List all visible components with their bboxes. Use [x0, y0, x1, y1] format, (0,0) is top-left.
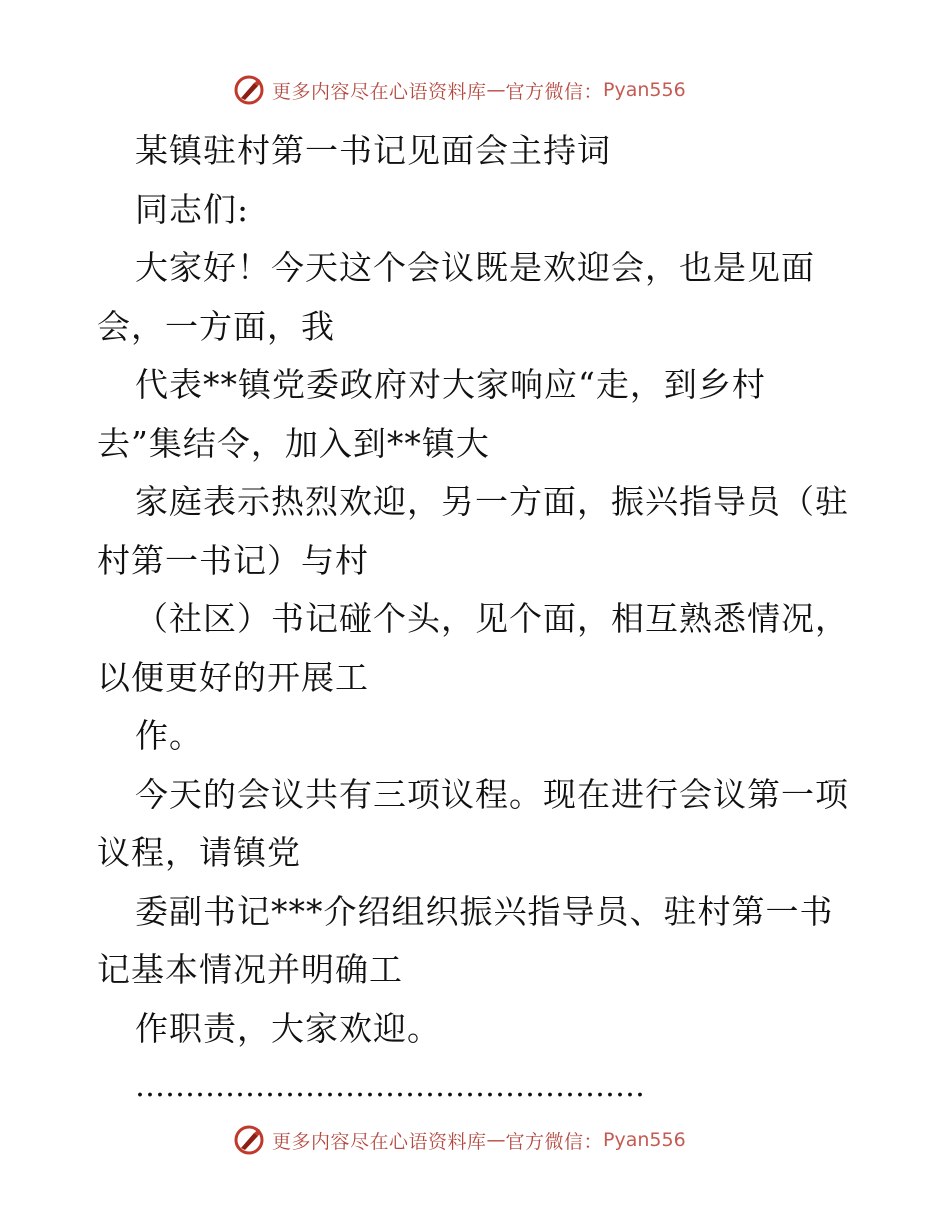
watermark-sub-text: 官方微信： — [505, 1130, 604, 1153]
paragraph-line: （社区）书记碰个头，见个面，相互熟悉情况， — [135, 599, 849, 638]
paragraph-line: 作。 — [135, 716, 203, 755]
paragraph-line: 记基本情况并明确工 — [97, 950, 403, 989]
watermark-sub-text: 官方微信： — [505, 80, 604, 103]
paragraph-line: 家庭表示热烈欢迎，另一方面，振兴指导员（驻 — [135, 482, 849, 521]
paragraph-line: 委副书记***介绍组织振兴指导员、驻村第一书 — [135, 891, 834, 931]
paragraph-line: …………………………………………… — [135, 1069, 645, 1104]
paragraph-line: 今天的会议共有三项议程。现在进行会议第一项 — [135, 774, 849, 814]
paragraph-line: 作职责，大家欢迎。 — [135, 1008, 441, 1048]
paragraph-line: 代表**镇党委政府对大家响应“走，到乡村 — [135, 365, 766, 404]
paragraph-line: 会，一方面，我 — [97, 306, 335, 346]
document-title: 某镇驻村第一书记见面会主持词 — [135, 131, 611, 170]
paragraph-line: 以便更好的开展工 — [97, 657, 369, 697]
watermark-main-text: 更多内容尽在心语资料库 — [272, 80, 487, 103]
pen-logo-icon — [232, 73, 266, 107]
watermark-id-text: Pyan556 — [603, 79, 686, 101]
paragraph-line: 议程，请镇党 — [97, 833, 301, 872]
paragraph-line: 同志们: — [135, 189, 250, 229]
watermark-dash: — — [486, 1129, 506, 1151]
watermark-dash: — — [486, 79, 506, 101]
paragraph-line: 村第一书记）与村 — [97, 540, 369, 580]
watermark-id-text: Pyan556 — [603, 1129, 686, 1151]
paragraph-line: 大家好！今天这个会议既是欢迎会，也是见面 — [135, 248, 815, 287]
paragraph-line: 去”集结令，加入到**镇大 — [97, 423, 490, 463]
pen-logo-icon — [232, 1123, 266, 1157]
header-watermark — [232, 72, 686, 108]
watermark-main-text: 更多内容尽在心语资料库 — [272, 1130, 487, 1153]
document-body — [97, 122, 857, 1117]
footer-watermark — [232, 1122, 686, 1158]
